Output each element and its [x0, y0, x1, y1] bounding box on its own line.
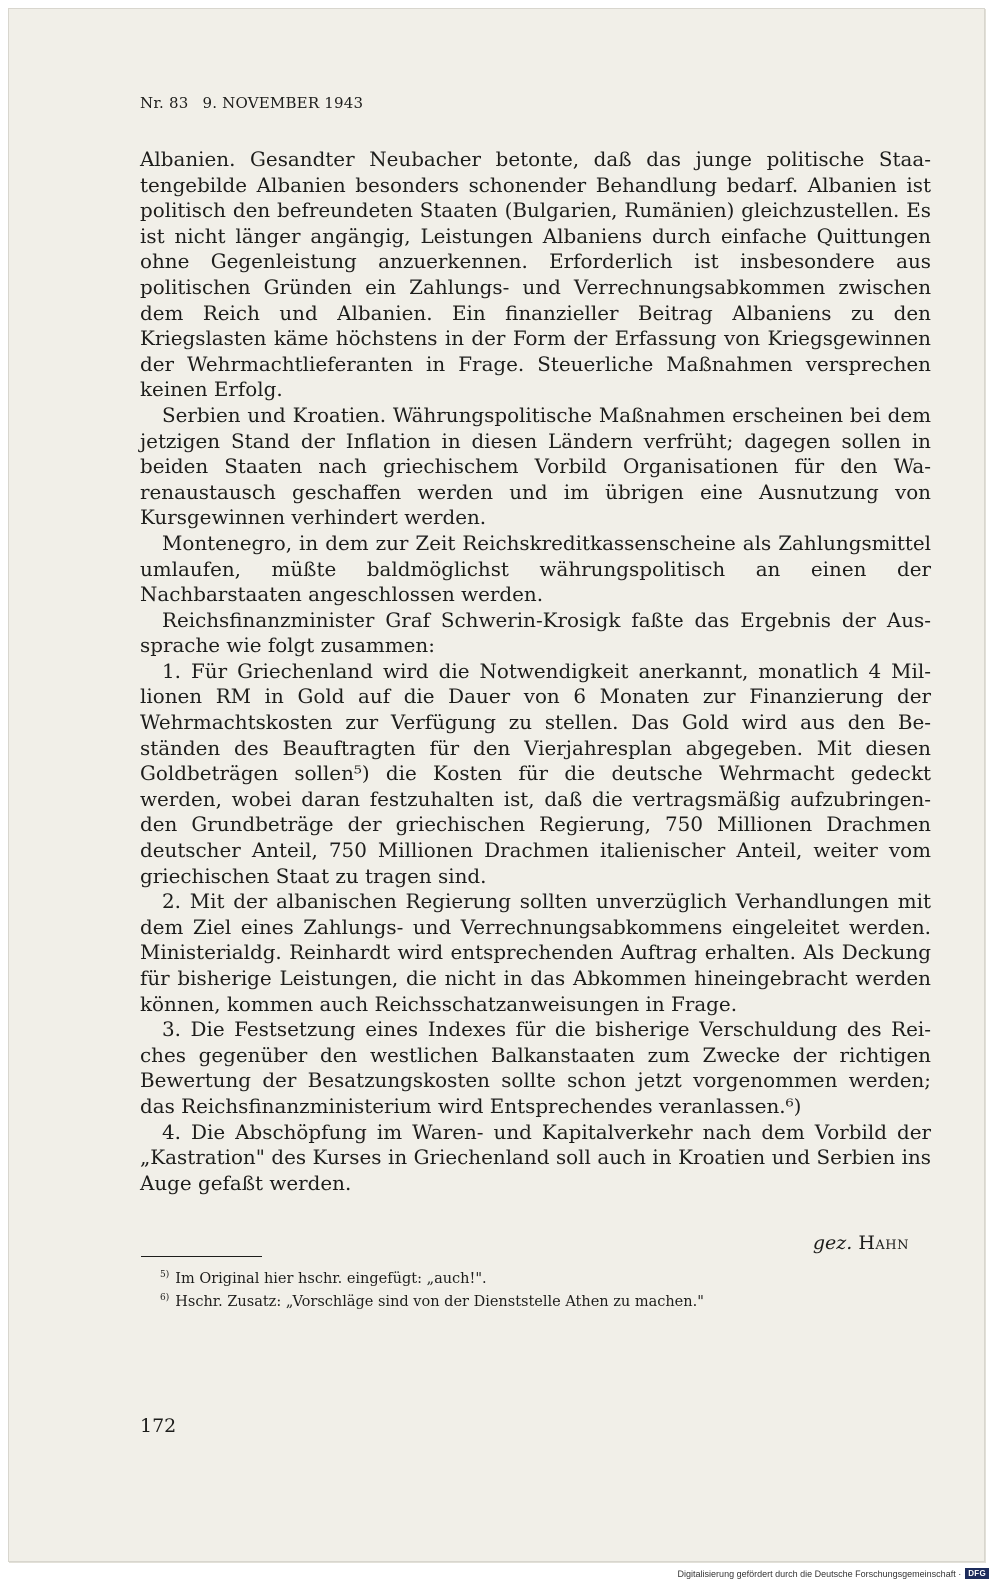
- document-body: [140, 147, 931, 1196]
- signature-name: Hahn: [858, 1232, 909, 1254]
- signature: [813, 1232, 909, 1254]
- footnote-text: Im Original hier hschr. eingefügt: „auch!".: [175, 1270, 487, 1287]
- paragraph-albanien: Albanien. Gesandter Neubacher betonte, daß das junge politische Staatengebilde Albanien besonders schonender Behandlung bedarf. Albanien ist politisch den befreundeten Staaten (Bulgarien, Rumänien) gleichzustellen. Es ist nicht länger angängig, Leistungen Albaniens durch einfache Quittungen ohne Gegenleistung anzuerkennen. Erforderlich ist insbesondere aus politischen Gründen ein Zahlungs- und Verrechnungsabkommen zwischen dem Reich und Albanien. Ein finanzieller Beitrag Albaniens zu den Kriegslasten käme höchstens in der Form der Erfassung von Kriegsgewinnen der Wehrmachtlieferanten in Frage. Steuerliche Maßnahmen versprechen keinen Erfolg.: [140, 148, 931, 402]
- digitization-credit: [678, 1568, 989, 1579]
- document-number: Nr. 83: [140, 94, 189, 112]
- paragraph-summary-intro: Reichsfinanzminister Graf Schwerin-Krosigk faßte das Ergebnis der Aussprache wie folgt zusammen:: [140, 608, 931, 658]
- paragraph-montenegro: Montenegro, in dem zur Zeit Reichskreditkassenscheine als Zahlungsmittel umlaufen, müßte baldmöglichst währungspolitisch an einen der Nachbarstaaten angeschlossen werden.: [140, 531, 931, 607]
- paragraph-point-3: 3. Die Festsetzung eines Indexes für die bisherige Verschuldung des Reiches gegenüber den westlichen Balkanstaaten zum Zwecke der richtigen Bewertung der Besatzungskosten sollte schon jetzt vorgenommen werden; das Reichsfinanzministerium wird Entsprechendes veranlassen.⁶): [140, 1018, 931, 1118]
- footnote-marker: 6): [160, 1293, 170, 1303]
- footnote-divider: [141, 1256, 262, 1257]
- footnote-marker: 5): [160, 1270, 170, 1280]
- dfg-logo-icon: DFG: [965, 1568, 989, 1579]
- credit-text: Digitalisierung gefördert durch die Deutsche Forschungsgemeinschaft ·: [677, 1568, 962, 1579]
- page-number: 172: [140, 1415, 177, 1437]
- paragraph-point-1: 1. Für Griechenland wird die Notwendigkeit anerkannt, monatlich 4 Millionen RM in Gold auf die Dauer von 6 Monaten zur Finanzierung der Wehrmachtskosten zur Verfügung zu stellen. Das Gold wird aus den Beständen des Beauftragten für den Vierjahresplan abgegeben. Mit diesen Goldbeträgen sollen⁵) die Kosten für die deutsche Wehrmacht gedeckt werden, wobei daran festzuhalten ist, daß die vertragsmäßig aufzubringenden Grundbeträge der griechischen Regierung, 750 Millionen Drachmen deutscher Anteil, 750 Millionen Drachmen italienischer Anteil, weiter vom griechischen Staat zu tragen sind.: [140, 659, 931, 888]
- footnote-5: [160, 1270, 487, 1287]
- document-date: 9. NOVEMBER 1943: [202, 94, 364, 112]
- paragraph-serbien-kroatien: Serbien und Kroatien. Währungspolitische Maßnahmen erscheinen bei dem jetzigen Stand der Inflation in diesen Ländern verfrüht; dagegen sollen in beiden Staaten nach griechischem Vorbild Organisationen für den Warenaustausch geschaffen werden und im übrigen eine Ausnutzung von Kursgewinnen verhindert werden.: [140, 403, 931, 530]
- paragraph-point-4: 4. Die Abschöpfung im Waren- und Kapitalverkehr nach dem Vorbild der „Kastration" des Kurses in Griechenland soll auch in Kroatien und Serbien ins Auge gefaßt werden.: [140, 1120, 931, 1195]
- paragraph-point-2: 2. Mit der albanischen Regierung sollten unverzüglich Verhandlungen mit dem Ziel eines Zahlungs- und Verrechnungsabkommens eingeleitet werden. Ministerialdg. Reinhardt wird entsprechenden Auftrag erhalten. Als Deckung für bisherige Leistungen, die nicht in das Abkommen hineingebracht werden können, kommen auch Reichsschatzanweisungen in Frage.: [140, 890, 931, 1016]
- page-header: [140, 94, 363, 112]
- signature-prefix: gez.: [812, 1232, 853, 1254]
- footnote-text: Hschr. Zusatz: „Vorschläge sind von der Dienststelle Athen zu machen.": [175, 1293, 704, 1310]
- footnote-6: [160, 1293, 704, 1310]
